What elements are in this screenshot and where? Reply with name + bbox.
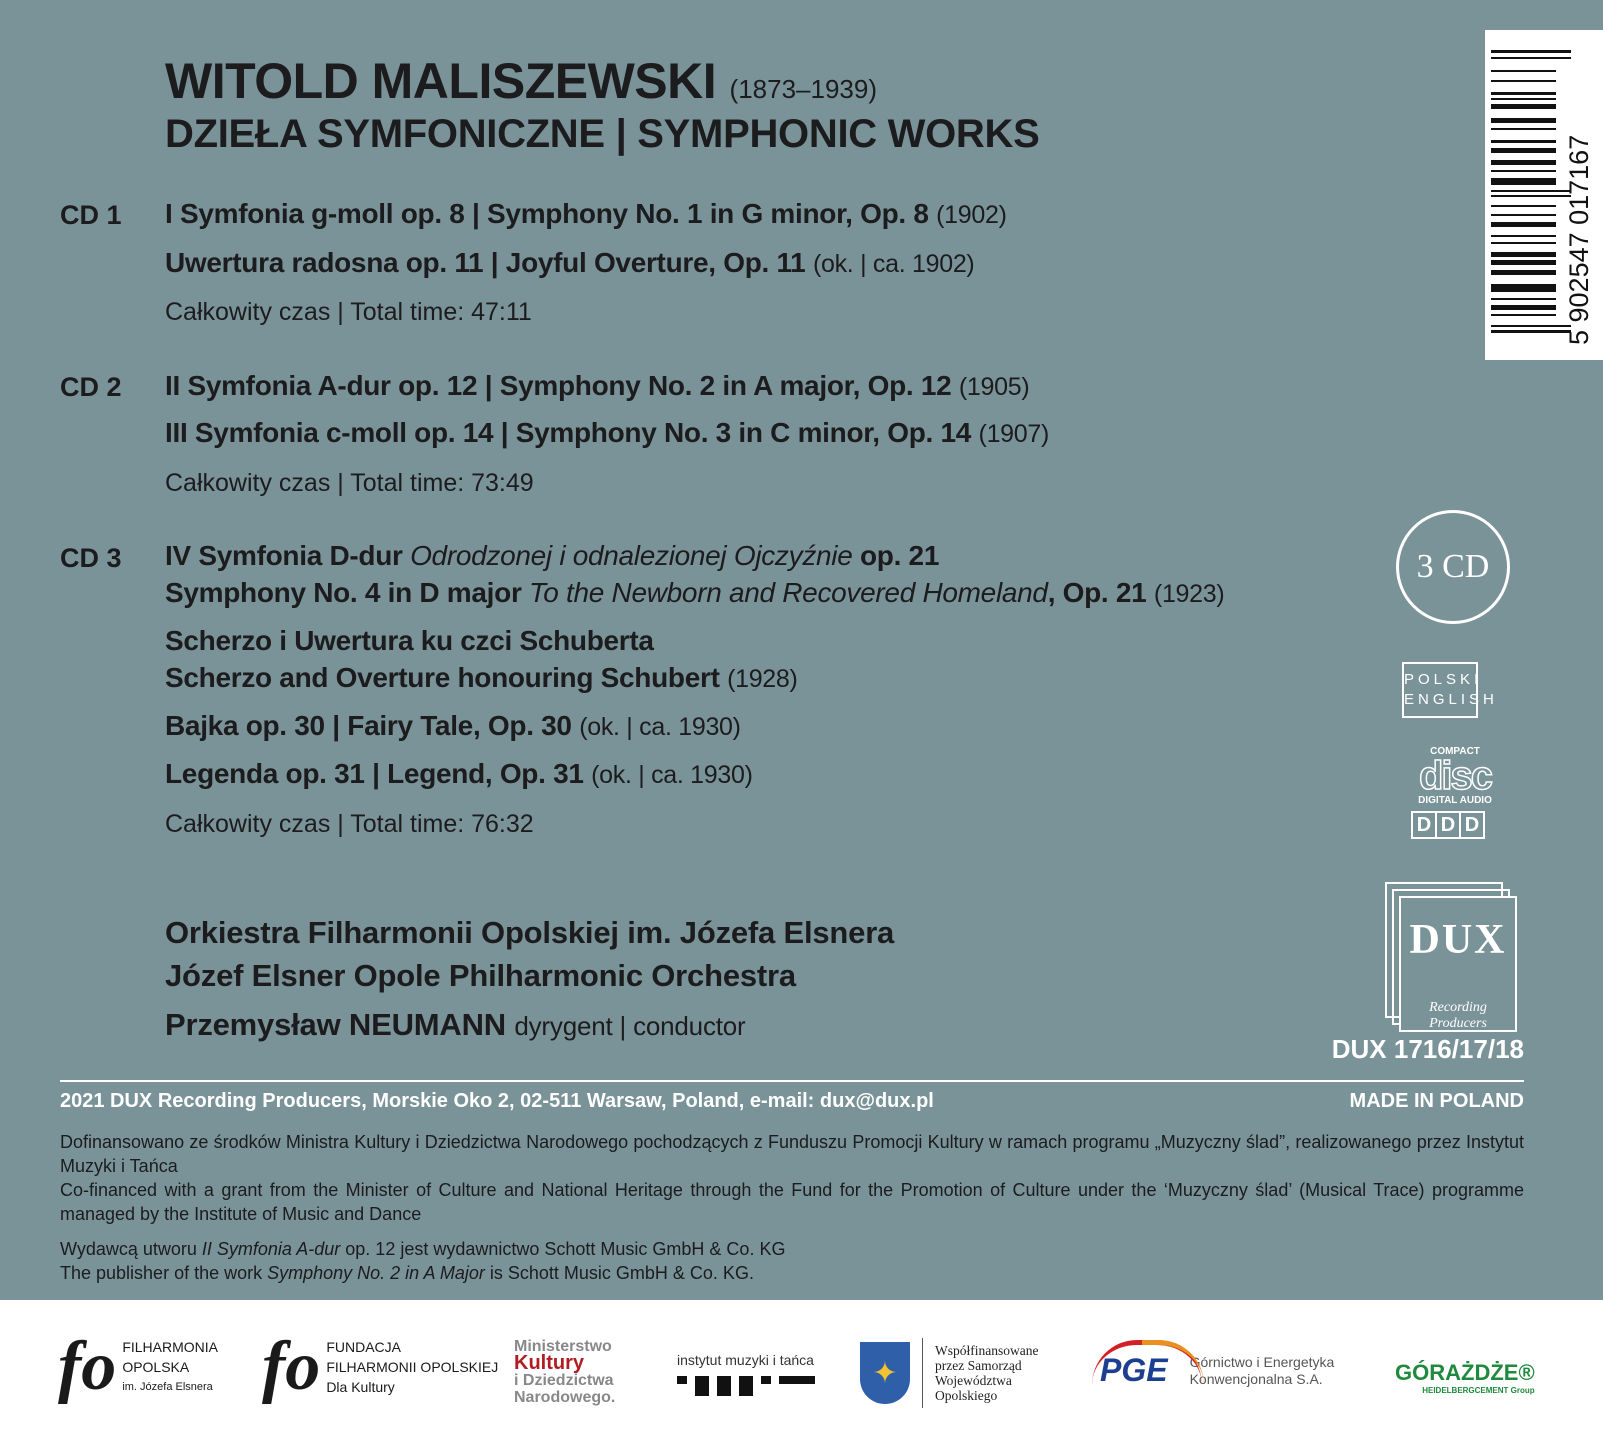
barcode bbox=[1485, 30, 1603, 360]
ministry-logo: Ministerstwo Kultury i Dziedzictwa Narodowego. bbox=[514, 1338, 616, 1406]
publisher-pl: Wydawcą utworu II Symfonia A-dur op. 12 jest wydawnictwo Schott Music GmbH & Co. KG bbox=[60, 1239, 786, 1259]
fundacja-logo: fo FUNDACJA FILHARMONII OPOLSKIEJ Dla Kultury bbox=[262, 1328, 499, 1405]
sponsor-strip bbox=[0, 1300, 1603, 1450]
orchestra-pl: Orkiestra Filharmonii Opolskiej im. Józefa Elsnera bbox=[165, 915, 895, 950]
publisher-en: The publisher of the work Symphony No. 2 in A Major is Schott Music GmbH & Co. KG. bbox=[60, 1263, 754, 1283]
funding-pl: Dofinansowano ze środków Ministra Kultury i Dziedzictwa Narodowego pochodzących z Funduszu Promocji Kultury w ramach programu „Muzyczny ślad”, realizowanego przez Instytut Muzyki i Tańca bbox=[60, 1132, 1524, 1176]
imit-mark-icon bbox=[677, 1376, 815, 1396]
imit-logo: instytut muzyki i tańca bbox=[677, 1352, 815, 1396]
cd2-label: CD 2 bbox=[60, 372, 122, 402]
opolskie-logo: ✦ Współfinansowane przez Samorząd Województwa Opolskiego bbox=[860, 1338, 1038, 1408]
divider bbox=[60, 1080, 1524, 1082]
orchestra-en: Józef Elsner Opole Philharmonic Orchestra bbox=[165, 958, 796, 993]
language-badge: POLSKI ENGLISH bbox=[1402, 662, 1478, 718]
funding-en: Co-financed with a grant from the Minister of Culture and National Heritage through the Fund for the Promotion of Culture under the ‘Muzyczny ślad’ (Musical Trace) programme managed by the Institute of Music and Dance bbox=[60, 1180, 1524, 1224]
cd1-work-2: Uwertura radosna op. 11 | Joyful Overture, Op. 11 (ok. | ca. 1902) bbox=[165, 247, 975, 278]
dux-logo: DUX Recording Producers bbox=[1385, 882, 1507, 1022]
eagle-coat-of-arms-icon: ✦ bbox=[860, 1342, 910, 1404]
cd3-work-3: Bajka op. 30 | Fairy Tale, Op. 30 (ok. | ca. 1930) bbox=[165, 710, 741, 741]
cd3-label: CD 3 bbox=[60, 543, 122, 573]
cd1-total-time: Całkowity czas | Total time: 47:11 bbox=[165, 298, 532, 326]
album-subtitle: DZIEŁA SYMFONICZNE | SYMPHONIC WORKS bbox=[165, 112, 1040, 156]
composer-years: (1873–1939) bbox=[729, 74, 878, 104]
made-in: MADE IN POLAND bbox=[1349, 1090, 1524, 1112]
cd3-work-2-en: Scherzo and Overture honouring Schubert (1928) bbox=[165, 662, 798, 693]
fo-icon: fo bbox=[58, 1328, 117, 1405]
cd1-work-1: I Symfonia g-moll op. 8 | Symphony No. 1 in G minor, Op. 8 (1902) bbox=[165, 198, 1007, 229]
conductor: Przemysław NEUMANN dyrygent | conductor bbox=[165, 1007, 746, 1042]
barcode-bars-icon bbox=[1485, 30, 1603, 360]
cd3-work-1-pl: IV Symfonia D-dur Odrodzonej i odnalezionej Ojczyźnie op. 21 bbox=[165, 540, 940, 571]
pge-mark-icon: PGE bbox=[1100, 1352, 1168, 1389]
composer-title bbox=[165, 52, 877, 110]
cd2-work-1: II Symfonia A-dur op. 12 | Symphony No. 2 in A major, Op. 12 (1905) bbox=[165, 370, 1030, 401]
cd2-work-2: III Symfonia c-moll op. 14 | Symphony No. 3 in C minor, Op. 14 (1907) bbox=[165, 417, 1050, 448]
disc-count-badge: 3 CD bbox=[1396, 510, 1510, 624]
catalog-number: DUX 1716/17/18 bbox=[1331, 1034, 1524, 1064]
pge-logo: PGE Górnictwo i Energetyka Konwencjonalna S.A. bbox=[1100, 1352, 1334, 1389]
gorazdze-logo: GÓRAŻDŻE® HEIDELBERGCEMENT Group bbox=[1395, 1360, 1535, 1395]
fo-icon: fo bbox=[262, 1328, 321, 1405]
cd3-total-time: Całkowity czas | Total time: 76:32 bbox=[165, 810, 534, 838]
label-address: 2021 DUX Recording Producers, Morskie Oko 2, 02-511 Warsaw, Poland, e-mail: dux@dux.pl bbox=[60, 1090, 934, 1112]
cd3-work-2-pl: Scherzo i Uwertura ku czci Schuberta bbox=[165, 625, 654, 656]
composer-name: WITOLD MALISZEWSKI bbox=[165, 53, 717, 109]
svg-text:5 902547 017167: 5 902547 017167 bbox=[1564, 134, 1594, 345]
cd2-total-time: Całkowity czas | Total time: 73:49 bbox=[165, 469, 534, 497]
cd3-work-1-en: Symphony No. 4 in D major To the Newborn and Recovered Homeland, Op. 21 (1923) bbox=[165, 577, 1225, 608]
cd1-label: CD 1 bbox=[60, 200, 122, 230]
filharmonia-opolska-logo: fo FILHARMONIA OPOLSKA im. Józefa Elsnera bbox=[58, 1328, 218, 1405]
compact-disc-logo: COMPACT disc DIGITAL AUDIO bbox=[1410, 746, 1500, 806]
cd3-work-4: Legenda op. 31 | Legend, Op. 31 (ok. | ca. 1930) bbox=[165, 758, 753, 789]
disc-icon: disc bbox=[1418, 754, 1492, 798]
ddd-badge: D D D bbox=[1411, 811, 1485, 839]
